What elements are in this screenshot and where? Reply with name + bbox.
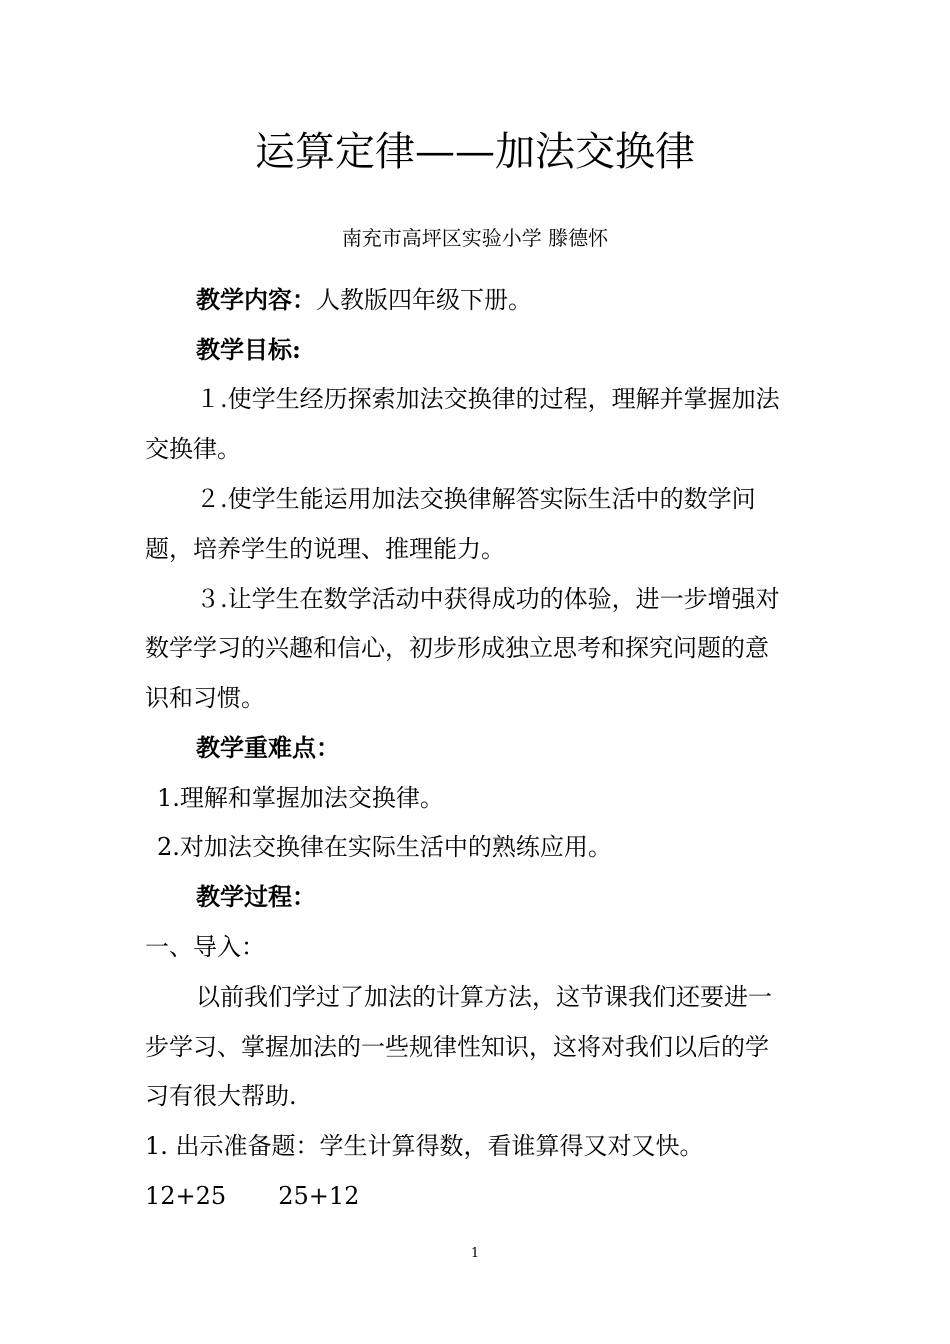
objective-3-line-1: ３.让学生在数学活动中获得成功的体验，进一步增强对 <box>196 585 780 613</box>
document-title: 运算定律——加法交换律 <box>255 129 695 175</box>
step-1: 1. 出示准备题：学生计算得数，看谁算得又对又快。 <box>145 1132 704 1160</box>
author-line: 南充市高坪区实验小学 滕德怀 <box>341 226 609 250</box>
objective-3-line-2: 数学学习的兴趣和信心，初步形成独立思考和探究问题的意 <box>145 634 769 662</box>
keypoints-label: 教学重难点： <box>196 733 340 762</box>
content-line <box>196 285 532 315</box>
objective-3-line-3: 识和习惯。 <box>145 684 265 712</box>
objective-1-line-2: 交换律。 <box>145 435 241 463</box>
section-heading-intro: 一、导入： <box>145 933 265 961</box>
content-label: 教学内容： <box>196 285 316 314</box>
objective-2-line-1: ２.使学生能运用加法交换律解答实际生活中的数学问 <box>196 485 756 513</box>
keypoint-1: 1.理解和掌握加法交换律。 <box>157 784 444 812</box>
content-text: 人教版四年级下册。 <box>316 286 532 314</box>
intro-line-2: 步学习、掌握加法的一些规律性知识，这将对我们以后的学 <box>145 1033 769 1061</box>
expression-2: 25+12 <box>278 1182 360 1210</box>
page-number: 1 <box>470 1246 480 1261</box>
process-label: 教学过程： <box>196 882 316 911</box>
keypoint-2: 2.对加法交换律在实际生活中的熟练应用。 <box>157 833 612 861</box>
expression-1: 12+25 <box>145 1182 227 1210</box>
objectives-label: 教学目标: <box>196 335 301 364</box>
objective-1-line-1: １.使学生经历探索加法交换律的过程，理解并掌握加法 <box>196 385 780 413</box>
intro-line-3: 习有很大帮助. <box>145 1082 297 1110</box>
intro-line-1: 以前我们学过了加法的计算方法，这节课我们还要进一 <box>196 983 772 1011</box>
expressions-line <box>145 1181 359 1211</box>
objective-2-line-2: 题，培养学生的说理、推理能力。 <box>145 535 505 563</box>
